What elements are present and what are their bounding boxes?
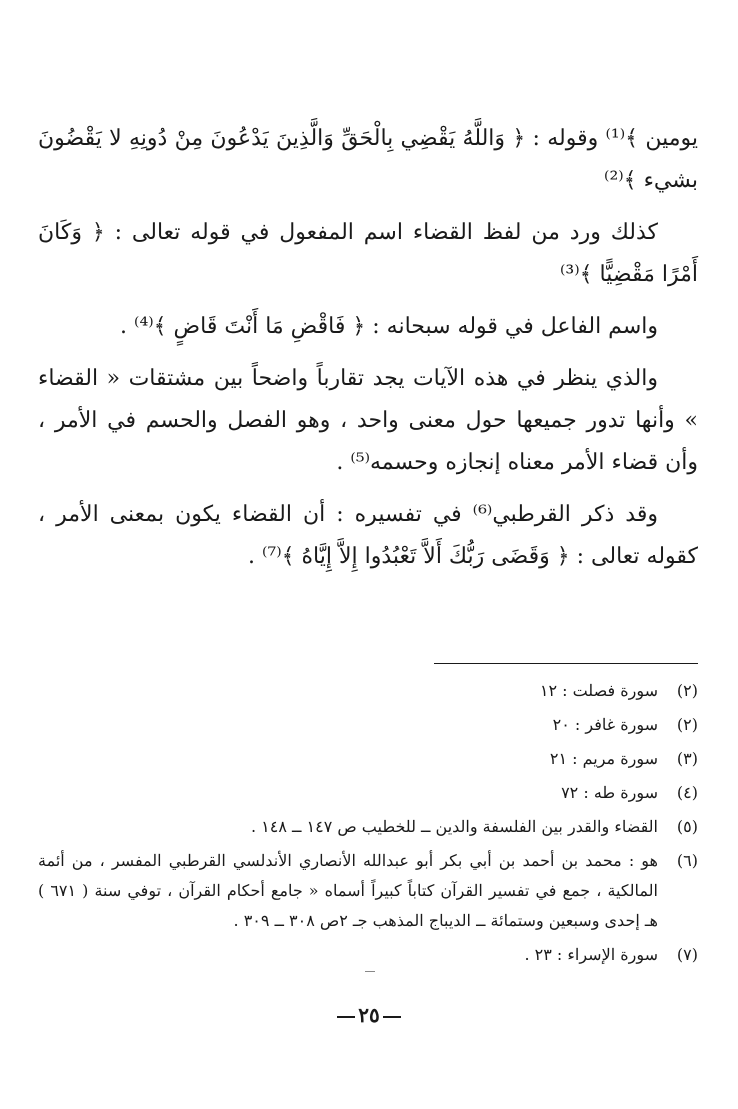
paragraph-3: واسم الفاعل في قوله سبحانه : ﴿ فَاقْضِ مَا أَنْتَ قَاضٍ ﴾⁽⁴⁾ . <box>120 314 658 339</box>
footnote-number: (٢) <box>676 681 698 700</box>
footnote <box>38 812 698 842</box>
footnote-text: سورة فصلت : ١٢ <box>539 681 658 700</box>
dash-left <box>337 1016 355 1018</box>
footnote-text: سورة الإسراء : ٢٣ . <box>524 945 658 964</box>
paragraph-4: والذي ينظر في هذه الآيات يجد تقارباً واضحاً بين مشتقات « القضاء » وأنها تدور جميعها حول معنى واحد ، وهو الفصل والحسم في الأمر ، وأن قضاء الأمر معناه إنجازه وحسمه⁽⁵⁾ . <box>38 366 698 475</box>
footnote-number: (٣) <box>676 749 698 768</box>
main-text <box>38 118 698 588</box>
footnote-number: (٦) <box>676 851 698 870</box>
footnote <box>38 846 698 936</box>
footnote-text: سورة غافر : ٢٠ <box>552 715 658 734</box>
footnotes <box>38 676 698 974</box>
footnote-text: سورة طه : ٧٢ <box>561 783 658 802</box>
footnote <box>38 744 698 774</box>
paragraph-5: وقد ذكر القرطبي⁽⁶⁾ في تفسيره : أن القضاء يكون بمعنى الأمر ، كقوله تعالى : ﴿ وَقَضَى رَبُّكَ أَلاَّ تَعْبُدُوا إِلاَّ إِيَّاهُ ﴾⁽⁷⁾ . <box>38 502 698 569</box>
paragraph-2: كذلك ورد من لفظ القضاء اسم المفعول في قوله تعالى : ﴿ وَكَانَ أَمْرًا مَقْضِيًّا ﴾⁽³⁾ <box>38 220 698 287</box>
footnote <box>38 710 698 740</box>
page-number <box>0 1003 738 1027</box>
footnote-text: سورة مريم : ٢١ <box>549 749 658 768</box>
dash-right <box>383 1016 401 1018</box>
footnote-number: (٥) <box>676 817 698 836</box>
footnote <box>38 778 698 808</box>
footnote-separator <box>434 663 698 664</box>
footnote <box>38 676 698 706</box>
footnote-text: هو : محمد بن أحمد بن أبي بكر أبو عبدالله الأنصاري الأندلسي القرطبي المفسر ، من أئمة المالكية ، جمع في تفسير القرآن كتاباً كبيراً أسماه « جامع أحكام القرآن ، توفي سنة ( ٦٧١ ) هـ إحدى وسبعين وستمائة ــ الديباج المذهب جـ ٢ص ٣٠٨ ــ ٣٠٩ . <box>38 851 659 930</box>
footnote-number: (٢) <box>676 715 698 734</box>
footnote-number: (٧) <box>676 945 698 964</box>
page-number-value: ٢٥ <box>358 1003 380 1027</box>
footnote-number: (٤) <box>676 783 698 802</box>
decorative-mark <box>365 971 375 972</box>
paragraph-1: يومين ﴾⁽¹⁾ وقوله : ﴿ وَاللَّهُ يَقْضِي بِالْحَقِّ وَالَّذِينَ يَدْعُونَ مِنْ دُونِهِ لا يَقْضُونَ بشيء ﴾⁽²⁾ <box>38 126 698 193</box>
footnote-text: القضاء والقدر بين الفلسفة والدين ــ للخطيب ص ١٤٧ ــ ١٤٨ . <box>251 817 658 836</box>
footnote <box>38 940 698 970</box>
